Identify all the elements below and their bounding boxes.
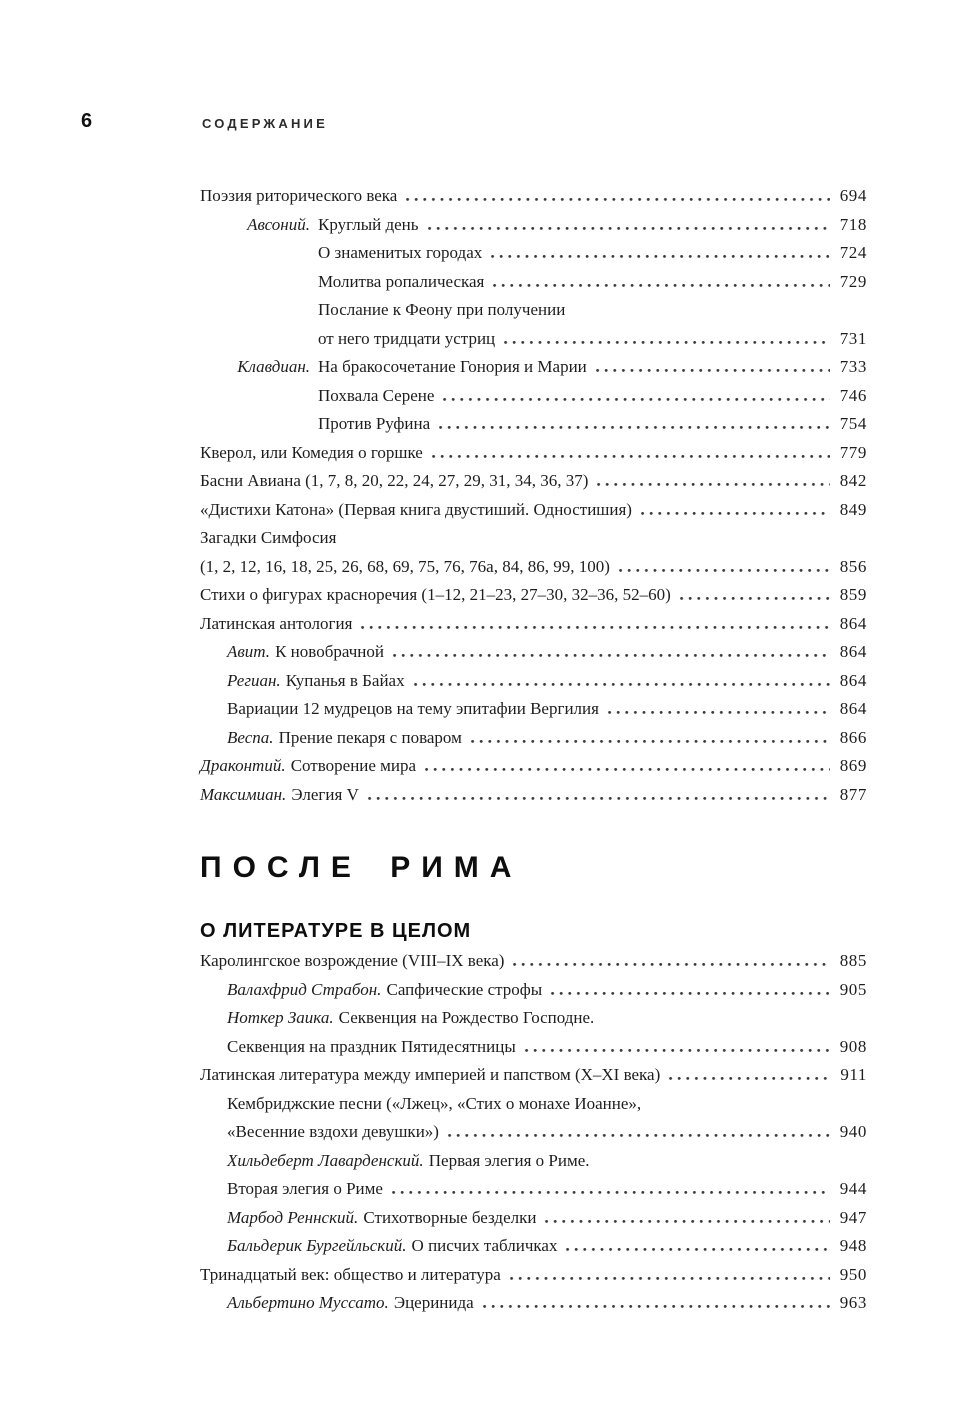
dot-leader [545,1220,829,1223]
toc-entry-author: Авсоний. [247,214,310,234]
toc-entry-line [227,976,867,1005]
dot-leader [680,597,830,600]
toc-entry-line [227,1090,867,1119]
toc-entry-title: Вторая элегия о Риме [227,1179,383,1198]
toc-block-1 [200,182,867,809]
dot-leader [641,512,830,515]
page-number: 6 [81,110,93,132]
toc-entry-line [200,467,867,496]
toc-entry-page: 877 [839,784,867,804]
toc-entry-line [227,638,867,667]
toc-entry-line [227,1289,867,1318]
toc-entry [200,1232,867,1261]
toc-entry-title: Секвенция на праздник Пятидесятницы [227,1036,516,1056]
dot-leader [483,1305,830,1308]
toc-entry-line [200,1061,867,1090]
dot-leader [392,1191,830,1194]
toc-entry-line [200,496,867,525]
dot-leader [414,683,830,686]
toc-entry-page: 911 [840,1065,867,1084]
dot-leader [608,711,830,714]
toc-entry-title: «Весенние вздохи девушки») [227,1122,439,1141]
toc-block-2 [200,947,867,1318]
toc-entry-line [200,439,867,468]
toc-entry [200,439,867,468]
toc-entry-author: Бальдерик Бургейльский. [227,1236,407,1255]
toc-entry [200,638,867,667]
contents-column [200,182,867,1318]
toc-entry-line [227,1004,867,1033]
toc-entry-page: 859 [839,585,867,604]
toc-entry-author: Клавдиан. [237,357,310,376]
toc-entry-page: 864 [839,670,867,690]
toc-entry-author: Ноткер Заика. [227,1008,334,1027]
toc-entry-title: На бракосочетание Гонория и Марии [318,357,587,376]
toc-entry-line [200,353,867,382]
toc-entry-title: О писчих табличках [411,1236,558,1255]
toc-entry-title: Эцеринида [393,1293,474,1312]
toc-entry-line [227,1118,867,1147]
toc-entry-page: 842 [839,471,867,490]
toc-entry [200,667,867,696]
toc-entry [200,1204,867,1233]
toc-entry-title: «Дистихи Катона» (Первая книга двустиший. Одностишия) [200,499,632,519]
toc-entry-title: Похвала Серене [318,385,435,405]
toc-entry-author: Региан. [227,670,281,690]
toc-entry-line [318,325,867,354]
section-heading: ПОСЛЕ РИМА [200,851,523,884]
dot-leader [597,483,829,486]
toc-entry-title: О знаменитых городах [318,243,483,262]
toc-entry-author: Валахфрид Страбон. [227,979,382,999]
toc-entry [200,1147,867,1204]
toc-entry-title: Вариации 12 мудрецов на тему эпитафии Вергилия [227,699,599,718]
dot-leader [406,198,829,201]
toc-entry-title: Басни Авиана (1, 7, 8, 20, 22, 24, 27, 29, 31, 34, 36, 37) [200,471,589,490]
toc-entry-page: 733 [839,357,867,376]
toc-entry-line [318,239,867,268]
toc-entry-page: 908 [839,1036,867,1056]
toc-entry-page: 905 [839,979,867,999]
dot-leader [361,626,829,629]
toc-entry-page: 869 [839,756,867,775]
toc-entry-title: Кембриджские песни («Лжец», «Стих о монахе Иоанне», [227,1093,642,1113]
dot-leader [551,992,829,995]
toc-entry-page: 724 [839,243,867,262]
toc-entry-title: Послание к Феону при получении [318,300,566,319]
dot-leader [669,1077,830,1080]
toc-entry-title: Стихи о фигурах красноречия (1–12, 21–23, 27–30, 32–36, 52–60) [200,585,671,604]
toc-entry-author: Максимиан. [200,784,287,804]
toc-entry-title: Прение пекаря с поваром [278,727,462,747]
toc-entry [200,781,867,810]
toc-entry-line [200,581,867,610]
toc-entry-title: Купанья в Байах [285,670,405,690]
toc-entry-author: Марбод Реннский. [227,1207,359,1227]
dot-leader [510,1277,830,1280]
dot-leader [432,455,830,458]
toc-entry-page: 754 [839,414,867,433]
toc-entry [200,1289,867,1318]
toc-entry-page: 948 [839,1236,867,1255]
toc-entry-title: Секвенция на Рождество Господне. [338,1008,595,1027]
toc-entry-page: 856 [839,556,867,576]
toc-entry-page: 729 [839,271,867,291]
toc-entry-page: 950 [839,1264,867,1284]
toc-entry-title: Стихотворные безделки [363,1207,537,1227]
toc-entry-author: Хильдеберт Лаварденский. [227,1150,424,1170]
toc-entry [200,581,867,610]
toc-entry-page: 940 [839,1122,867,1141]
toc-entry-title: (1, 2, 12, 16, 18, 25, 26, 68, 69, 75, 76, 76а, 84, 86, 99, 100) [200,556,610,576]
toc-entry-page: 694 [839,186,867,205]
toc-entry-line [227,695,867,724]
toc-entry [200,1061,867,1090]
dot-leader [425,768,830,771]
toc-entry [200,752,867,781]
toc-entry [200,1261,867,1290]
toc-entry-title: Загадки Симфосия [200,528,337,547]
toc-entry-page: 885 [839,951,867,970]
toc-entry-page: 864 [839,642,867,661]
dot-leader [448,1134,830,1137]
toc-entry-title: Круглый день [318,214,419,234]
dot-leader [493,284,829,287]
toc-entry-page: 731 [839,328,867,348]
toc-entry-line [227,1232,867,1261]
toc-entry-title: Сапфические строфы [386,979,543,999]
toc-entry-line [318,382,867,411]
toc-entry-page: 718 [839,214,867,234]
toc-entry [200,1090,867,1147]
toc-entry-title: Сотворение мира [290,756,417,775]
dot-leader [393,654,830,657]
dot-leader [491,255,829,258]
toc-entry [200,976,867,1005]
toc-entry-title: Молитва ропалическая [318,271,485,291]
toc-entry-author: Веспа. [227,727,274,747]
toc-entry-page: 963 [839,1293,867,1312]
toc-entry [200,268,867,297]
toc-entry-title: Каролингское возрождение (VIII–IX века) [200,951,505,970]
toc-entry [200,947,867,976]
toc-entry-line [227,1147,867,1176]
toc-entry [200,524,867,581]
toc-entry-title: Поэзия риторического века [200,186,398,205]
toc-entry-title: Первая элегия о Риме. [428,1150,590,1170]
toc-entry-line [200,752,867,781]
dot-leader [471,740,830,743]
dot-leader [525,1049,830,1052]
dot-leader [504,341,830,344]
toc-entry [200,382,867,411]
toc-entry-page: 947 [839,1207,867,1227]
toc-entry-title: Элегия V [291,784,359,804]
toc-entry [200,1004,867,1061]
toc-entry-line [227,1204,867,1233]
toc-entry-page: 866 [839,727,867,747]
toc-entry-title: Кверол, или Комедия о горшке [200,442,423,462]
toc-entry-title: К новобрачной [275,642,384,661]
toc-entry-author: Драконтий. [200,756,286,775]
dot-leader [368,797,830,800]
toc-entry-title: от него тридцати устриц [318,328,496,348]
toc-entry-title: Латинская антология [200,613,353,633]
dot-leader [566,1248,829,1251]
toc-entry-page: 849 [839,499,867,519]
toc-entry-page: 864 [839,699,867,718]
toc-entry [200,182,867,211]
toc-entry-line [200,947,867,976]
dot-leader [513,963,829,966]
toc-entry-page: 746 [839,385,867,405]
toc-entry-line [200,781,867,810]
dot-leader [439,426,830,429]
toc-entry [200,353,867,382]
toc-entry [200,239,867,268]
toc-entry-line [200,211,867,240]
toc-entry-line [200,182,867,211]
toc-entry-line [318,268,867,297]
running-head: СОДЕРЖАНИЕ [202,116,328,131]
subsection-heading: О ЛИТЕРАТУРЕ В ЦЕЛОМ [200,920,472,942]
toc-entry-page: 779 [839,442,867,462]
toc-entry-line [318,296,867,325]
toc-entry-title: Против Руфина [318,414,431,433]
toc-entry [200,695,867,724]
toc-entry-line [227,1175,867,1204]
toc-entry [200,467,867,496]
toc-entry-line [200,1261,867,1290]
toc-entry [200,496,867,525]
toc-entry-line [227,667,867,696]
toc-entry [200,610,867,639]
toc-entry-line [227,724,867,753]
toc-entry [200,211,867,240]
toc-entry [200,296,867,353]
dot-leader [428,227,830,230]
toc-entry-title: Тринадцатый век: общество и литература [200,1264,501,1284]
toc-entry [200,410,867,439]
toc-entry-page: 944 [839,1179,867,1198]
toc-entry-line [227,1033,867,1062]
toc-entry-line [318,410,867,439]
dot-leader [619,569,830,572]
toc-entry-author: Альбертино Муссато. [227,1293,389,1312]
toc-entry-title: Латинская литература между империей и папством (X–XI века) [200,1065,661,1084]
toc-entry-author: Авит. [227,642,270,661]
toc-entry-page: 864 [839,613,867,633]
dot-leader [596,369,830,372]
toc-entry-line [200,524,867,553]
dot-leader [443,398,829,401]
toc-entry [200,724,867,753]
toc-entry-line [200,553,867,582]
toc-entry-line [200,610,867,639]
